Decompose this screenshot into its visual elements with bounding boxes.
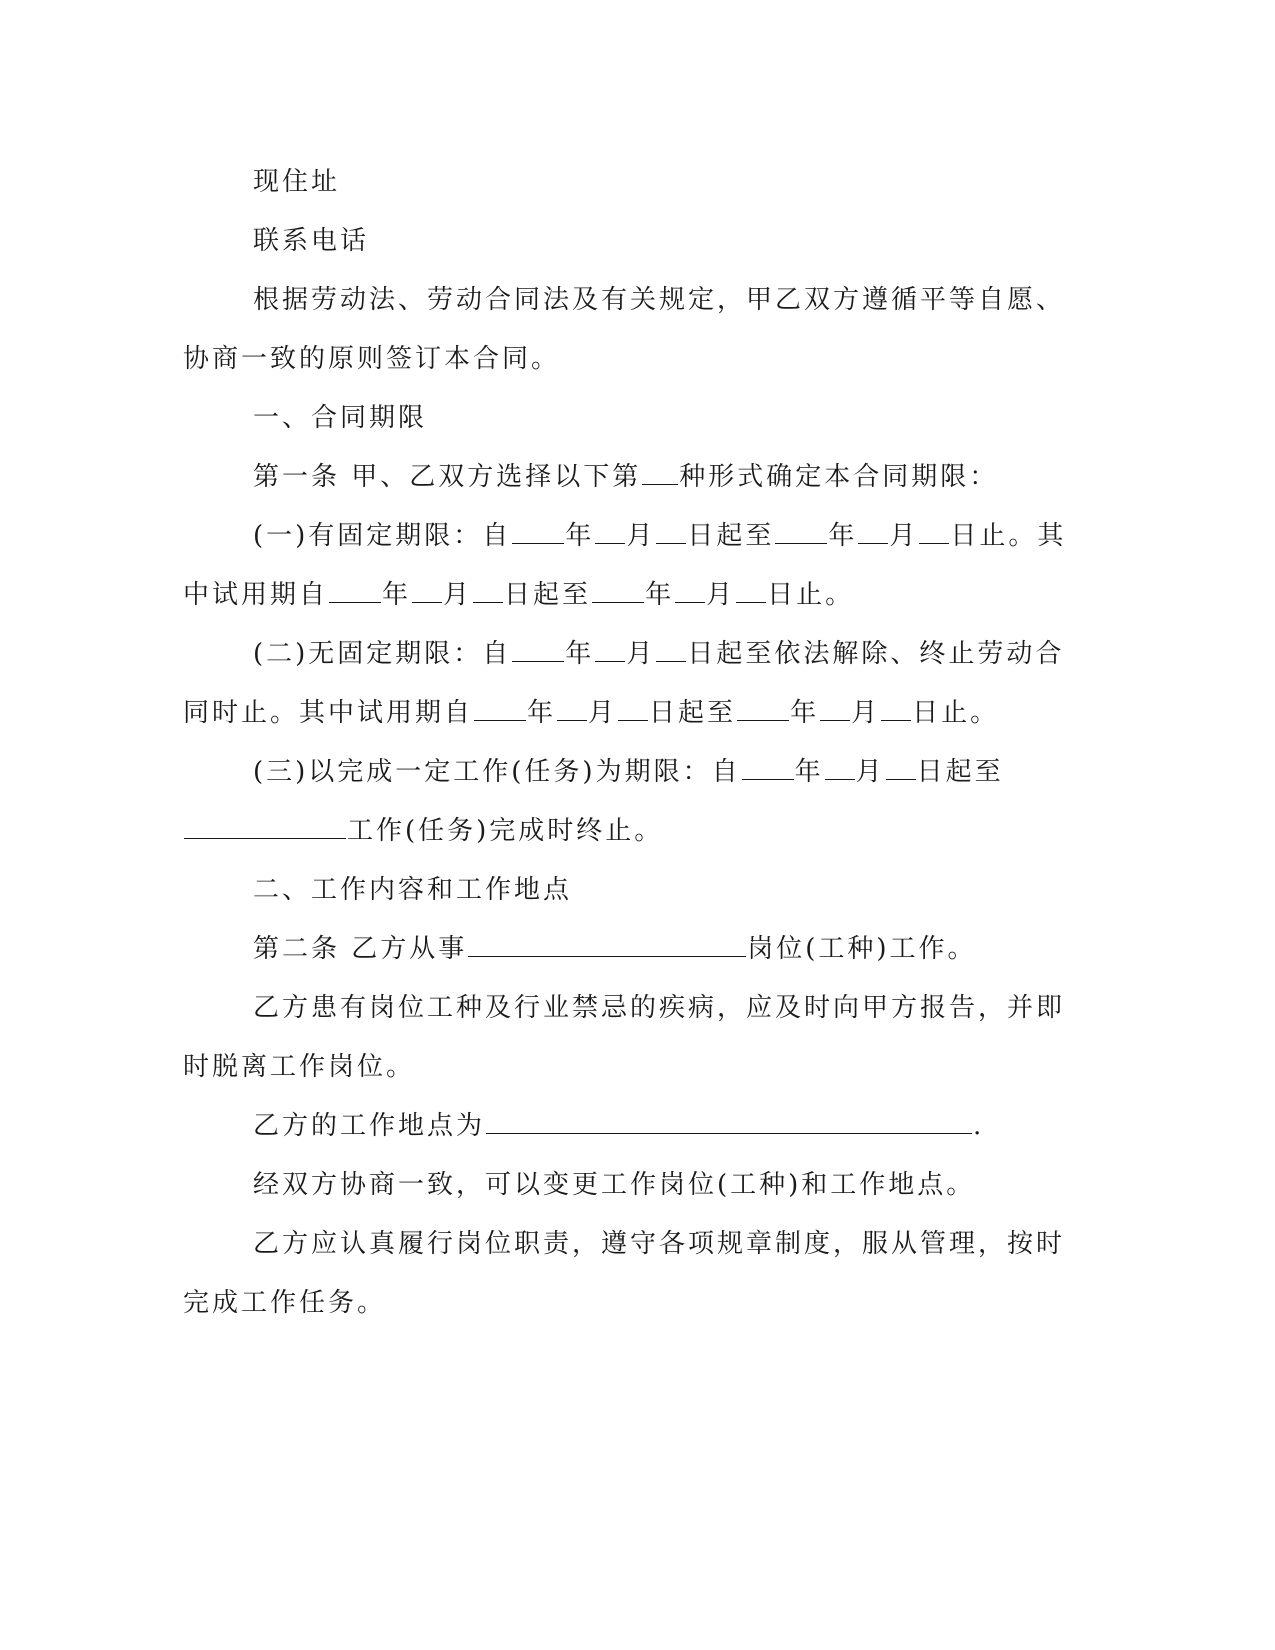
preamble-line-2: 协商一致的原则签订本合同。 bbox=[183, 344, 561, 374]
duty-line-1: 乙方应认真履行岗位职责，遵守各项规章制度，服从管理，按时 bbox=[253, 1229, 1066, 1259]
location-blank[interactable] bbox=[486, 1103, 972, 1134]
article-1: 第一条 甲、乙双方选择以下第 种形式确定本合同期限： bbox=[183, 453, 1065, 512]
preamble-line-1: 根据劳动法、劳动合同法及有关规定，甲乙双方遵循平等自愿、 bbox=[253, 285, 1066, 315]
position-blank[interactable] bbox=[468, 926, 746, 957]
task-term-line-2: 工作(任务)完成时终止。 bbox=[183, 807, 1065, 866]
section-1-heading: 一、合同期限 bbox=[253, 403, 428, 433]
phone-line bbox=[183, 217, 1065, 276]
day-blank[interactable] bbox=[618, 690, 648, 721]
address-label: 现住址 bbox=[253, 167, 341, 197]
month-blank[interactable] bbox=[858, 513, 888, 544]
month-blank[interactable] bbox=[595, 513, 625, 544]
month-blank[interactable] bbox=[557, 690, 587, 721]
month-blank[interactable] bbox=[825, 749, 855, 780]
form-choice-blank[interactable] bbox=[642, 454, 678, 485]
day-blank[interactable] bbox=[656, 513, 686, 544]
year-blank[interactable] bbox=[512, 631, 564, 662]
day-blank[interactable] bbox=[473, 572, 503, 603]
fixed-term-line-2: 中试用期自 年 月 日起至 年 月 日止。 bbox=[183, 571, 1065, 630]
task-end-blank[interactable] bbox=[184, 808, 346, 839]
article-2: 第二条 乙方从事 岗位(工种)工作。 bbox=[183, 925, 1065, 984]
open-term-line-2: 同时止。其中试用期自 年 月 日起至 年 月 日止。 bbox=[183, 689, 1065, 748]
address-line bbox=[183, 158, 1065, 217]
year-blank[interactable] bbox=[512, 513, 564, 544]
year-blank[interactable] bbox=[775, 513, 827, 544]
fixed-term-line-1: (一)有固定期限：自 年 月 日起至 年 月 日止。其 bbox=[183, 512, 1065, 571]
day-blank[interactable] bbox=[736, 572, 766, 603]
year-blank[interactable] bbox=[329, 572, 381, 603]
open-term-line-1: (二)无固定期限：自 年 月 日起至依法解除、终止劳动合 bbox=[183, 630, 1065, 689]
disease-line-2: 时脱离工作岗位。 bbox=[183, 1052, 416, 1082]
task-term-line-1: (三)以完成一定工作(任务)为期限：自 年 月 日起至 bbox=[183, 748, 1065, 807]
contract-body bbox=[183, 158, 1065, 1338]
month-blank[interactable] bbox=[675, 572, 705, 603]
year-blank[interactable] bbox=[737, 690, 789, 721]
year-blank[interactable] bbox=[592, 572, 644, 603]
day-blank[interactable] bbox=[919, 513, 949, 544]
day-blank[interactable] bbox=[656, 631, 686, 662]
location-line: 乙方的工作地点为 . bbox=[183, 1102, 1065, 1161]
day-blank[interactable] bbox=[886, 749, 916, 780]
day-blank[interactable] bbox=[881, 690, 911, 721]
disease-line-1: 乙方患有岗位工种及行业禁忌的疾病，应及时向甲方报告，并即 bbox=[253, 993, 1066, 1023]
month-blank[interactable] bbox=[412, 572, 442, 603]
year-blank[interactable] bbox=[742, 749, 794, 780]
year-blank[interactable] bbox=[474, 690, 526, 721]
month-blank[interactable] bbox=[820, 690, 850, 721]
duty-line-2: 完成工作任务。 bbox=[183, 1288, 387, 1318]
section-2-heading: 二、工作内容和工作地点 bbox=[253, 875, 573, 905]
phone-label: 联系电话 bbox=[253, 226, 370, 256]
change-line: 经双方协商一致，可以变更工作岗位(工种)和工作地点。 bbox=[253, 1170, 976, 1200]
month-blank[interactable] bbox=[595, 631, 625, 662]
